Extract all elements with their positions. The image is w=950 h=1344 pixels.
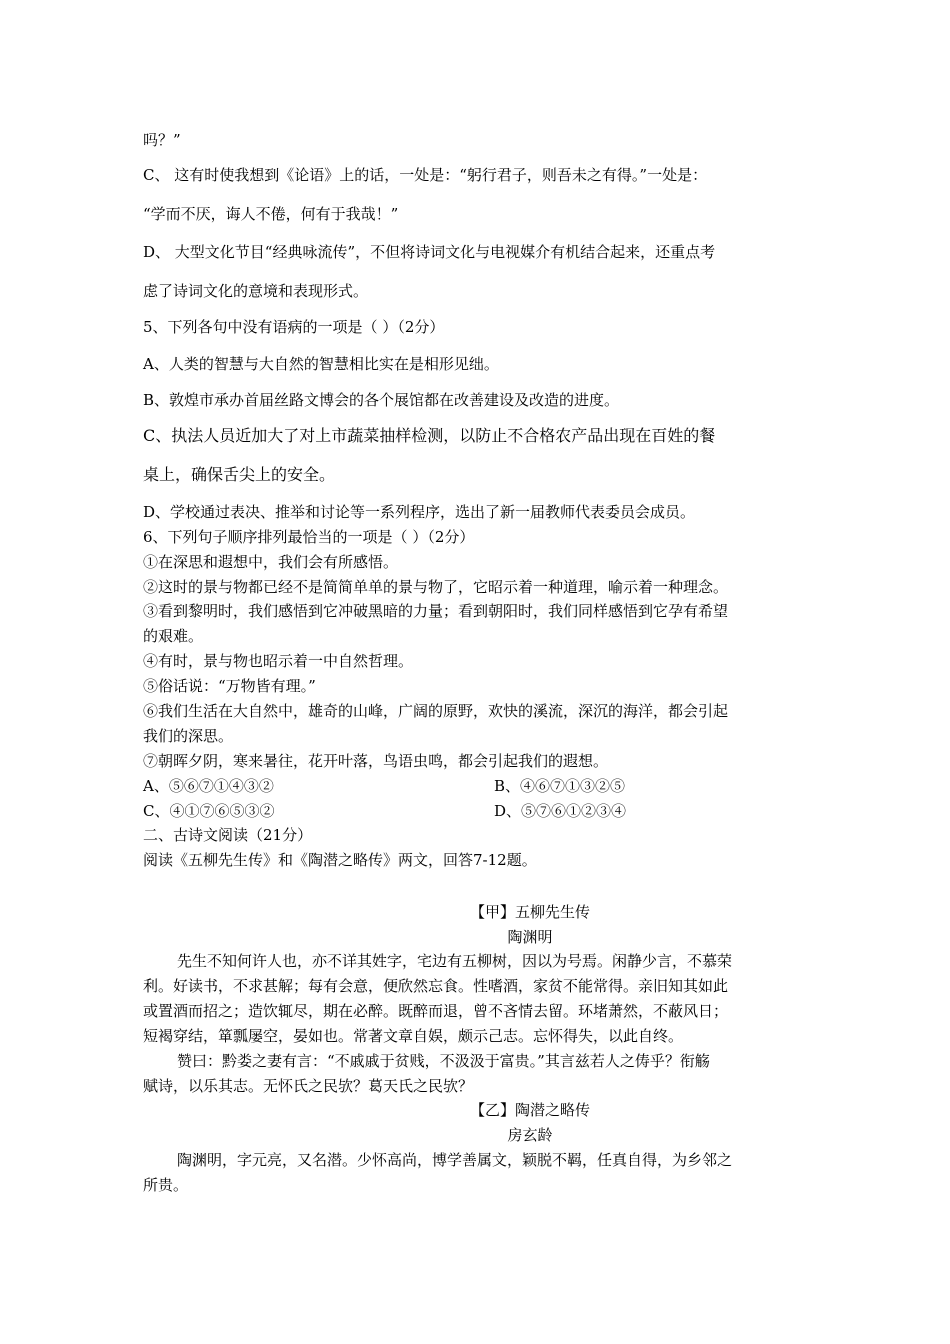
q6-sentence-6-line2: 我们的深思。 <box>143 727 234 745</box>
text-yi-p1-line2: 所贵。 <box>143 1176 189 1194</box>
text-jia-p1-line1: 先生不知何许人也，亦不详其姓字，宅边有五柳树，因以为号焉。闲静少言，不慕荣 <box>177 952 733 970</box>
text-jia-p2-line2: 赋诗，以乐其志。无怀氏之民欤？葛天氏之民欤？ <box>143 1077 474 1095</box>
q6-sentence-4: ④有时，景与物也昭示着一中自然哲理。 <box>143 652 414 670</box>
q5-option-c-line1: C、执法人员近加大了对上市蔬菜抽样检测，以防止不合格农产品出现在百姓的餐 <box>143 426 716 445</box>
q4-option-c-line1: C、 这有时使我想到《论语》上的话，一处是：“躬行君子，则吾未之有得。”一处是： <box>143 166 708 184</box>
text-jia-p1-line2: 利。好读书，不求甚解；每有会意，便欣然忘食。性嗜酒，家贫不能常得。亲旧知其如此 <box>143 977 729 995</box>
text-jia-p1-line3: 或置酒而招之；造饮辄尽，期在必醉。既醉而退，曾不吝情去留。环堵萧然，不蔽风日； <box>143 1002 729 1020</box>
q6-option-d: D、⑤⑦⑥①②③④ <box>494 802 627 820</box>
q4-continuation: 吗？” <box>143 131 181 149</box>
text-jia-author: 陶渊明 <box>507 928 553 946</box>
q6-option-b: B、④⑥⑦①③②⑤ <box>494 777 626 795</box>
text-yi-p1-line1: 陶渊明，字元亮，又名潜。少怀高尚，博学善属文，颖脱不羁，任真自得，为乡邻之 <box>177 1151 733 1169</box>
q6-sentence-1: ①在深思和遐想中，我们会有所感悟。 <box>143 553 399 571</box>
q4-option-d-line2: 虑了诗词文化的意境和表现形式。 <box>143 282 369 300</box>
q6-stem: 6、下列句子顺序排列最恰当的一项是（ ）（2分） <box>143 528 475 546</box>
text-jia-p2-line1: 赞曰：黔娄之妻有言：“不戚戚于贫贱，不汲汲于富贵。”其言兹若人之俦乎？衔觞 <box>177 1052 710 1070</box>
q6-sentence-3-line2: 的艰难。 <box>143 627 204 645</box>
q5-stem: 5、下列各句中没有语病的一项是（ ）（2分） <box>143 318 445 336</box>
text-yi-title: 【乙】陶潜之略传 <box>469 1101 590 1119</box>
text-jia-title: 【甲】五柳先生传 <box>469 903 590 921</box>
text-jia-p1-line4: 短褐穿结，箪瓢屡空，晏如也。常著文章自娱，颇示己志。忘怀得失，以此自终。 <box>143 1027 684 1045</box>
q4-option-c-line2: “学而不厌，诲人不倦，何有于我哉！” <box>143 205 399 223</box>
text-yi-author: 房玄龄 <box>507 1126 553 1144</box>
q6-sentence-2: ②这时的景与物都已经不是简简单单的景与物了，它昭示着一种道理，喻示着一种理念。 <box>143 578 729 596</box>
q6-sentence-3-line1: ③看到黎明时，我们感悟到它冲破黑暗的力量；看到朝阳时，我们同样感悟到它孕有希望 <box>143 602 729 620</box>
q5-option-c-line2: 桌上，确保舌尖上的安全。 <box>143 465 336 484</box>
q5-option-a: A、人类的智慧与大自然的智慧相比实在是相形见绌。 <box>143 355 499 373</box>
q6-option-a: A、⑤⑥⑦①④③② <box>143 777 274 795</box>
section2-heading: 二、古诗文阅读（21分） <box>143 826 313 844</box>
q4-option-d-line1: D、 大型文化节目“经典咏流传”，不但将诗词文化与电视媒介有机结合起来，还重点考 <box>143 243 716 261</box>
q6-option-c: C、④①⑦⑥⑤③② <box>143 802 275 820</box>
q5-option-b: B、敦煌市承办首届丝路文博会的各个展馆都在改善建设及改造的进度。 <box>143 391 620 409</box>
q6-sentence-7: ⑦朝晖夕阴，寒来暑往，花开叶落，鸟语虫鸣，都会引起我们的遐想。 <box>143 752 609 770</box>
q6-sentence-5: ⑤俗话说：“万物皆有理。” <box>143 677 316 695</box>
q6-sentence-6-line1: ⑥我们生活在大自然中，雄奇的山峰，广阔的原野，欢快的溪流，深沉的海洋，都会引起 <box>143 702 729 720</box>
section2-intro: 阅读《五柳先生传》和《陶潜之略传》两文，回答7-12题。 <box>143 851 537 869</box>
q5-option-d: D、学校通过表决、推举和讨论等一系列程序，选出了新一届教师代表委员会成员。 <box>143 503 696 521</box>
